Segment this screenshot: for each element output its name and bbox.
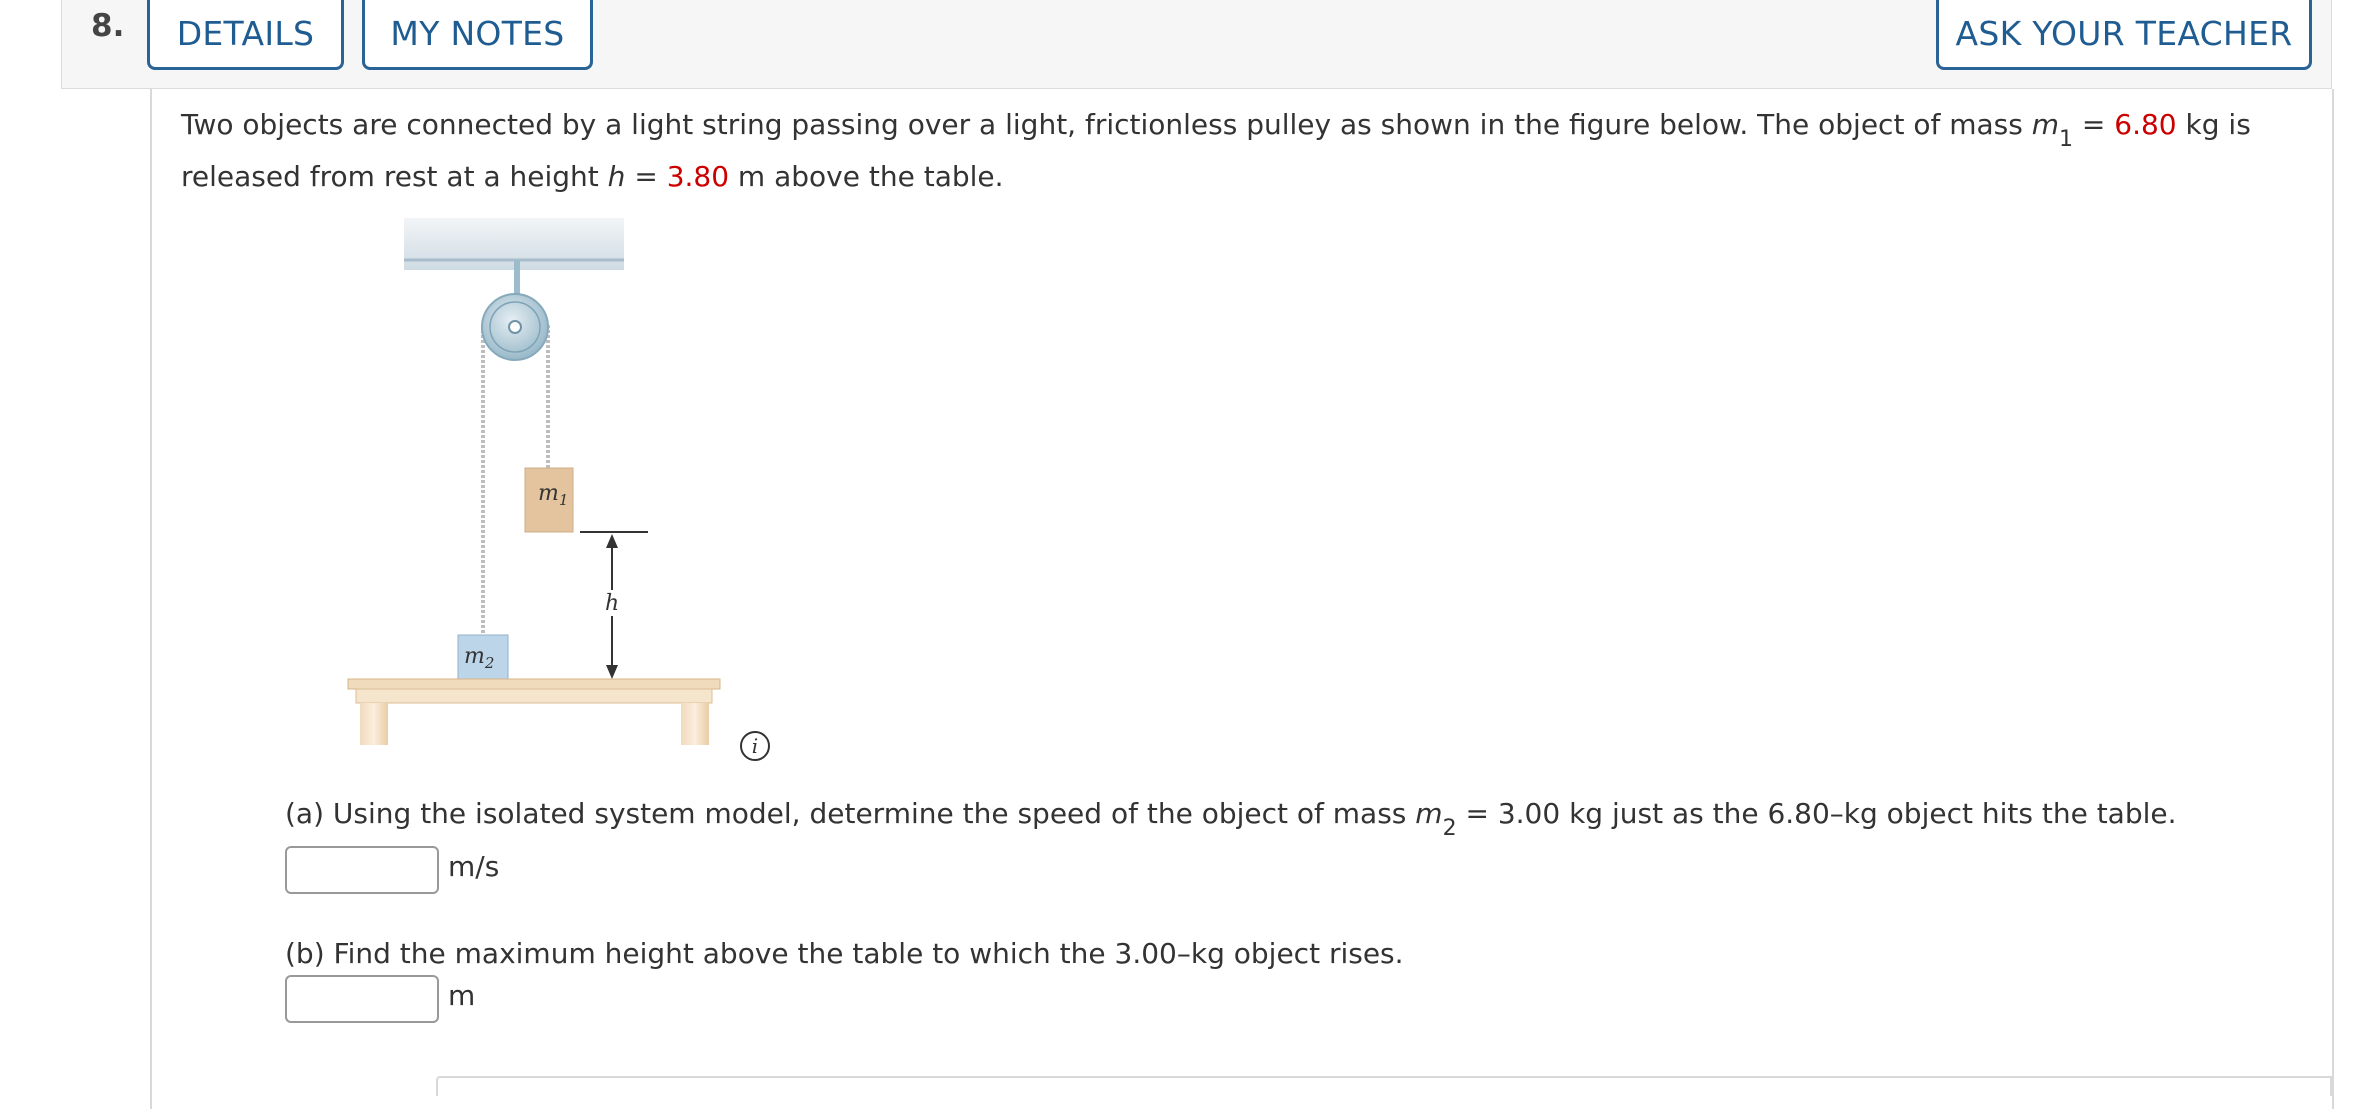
table-leg-right: [681, 703, 709, 745]
table-apron: [356, 689, 712, 703]
table-top: [348, 679, 720, 689]
problem-text-part-5: m above the table.: [729, 160, 1004, 193]
m1-figure-label: $m_1$: [538, 481, 569, 509]
height-arrow-up: [606, 534, 618, 548]
m1-subscript: 1: [2059, 127, 2074, 152]
question-number: 8.: [91, 8, 125, 44]
part-a-text-2: = 3.00 kg just as the 6.80–kg object hits the table.: [1456, 797, 2177, 830]
part-a-question: [285, 797, 2177, 841]
table-leg-left: [360, 703, 388, 745]
part-a-text-1: (a) Using the isolated system model, determine the speed of the object of mass: [285, 797, 1416, 830]
m2-variable: m: [1415, 797, 1443, 830]
info-icon[interactable]: i: [740, 731, 770, 761]
problem-equals-2: =: [625, 160, 667, 193]
problem-equals-1: =: [2073, 108, 2115, 141]
ask-your-teacher-button[interactable]: ASK YOUR TEACHER: [1936, 0, 2312, 70]
next-section-border: [436, 1076, 2332, 1096]
height-arrow-down: [606, 665, 618, 679]
m1-variable: m: [2031, 108, 2060, 141]
part-b-question: (b) Find the maximum height above the table to which the 3.00–kg object rises.: [285, 937, 1404, 970]
h-value: 3.80: [666, 160, 730, 193]
problem-statement: [181, 100, 2301, 201]
m1-value: 6.80: [2114, 108, 2177, 141]
details-button[interactable]: DETAILS: [147, 0, 344, 70]
part-a-answer-input[interactable]: [285, 846, 439, 894]
my-notes-button[interactable]: MY NOTES: [362, 0, 593, 70]
part-b-unit: m: [448, 979, 476, 1012]
h-variable: h: [607, 160, 626, 193]
h-figure-label: h: [605, 591, 620, 616]
m2-figure-label: $m_2$: [464, 644, 495, 672]
part-a-unit: m/s: [448, 850, 500, 883]
problem-text-part-1: Two objects are connected by a light string passing over a light, frictionless pulley as shown in the figure below. The object of mass: [181, 108, 2032, 141]
problem-text-part-3: kg is released from rest at a height: [181, 108, 2251, 193]
pulley-figure: [340, 210, 780, 770]
m2-subscript: 2: [1442, 816, 1457, 841]
part-b-answer-input[interactable]: [285, 975, 439, 1023]
